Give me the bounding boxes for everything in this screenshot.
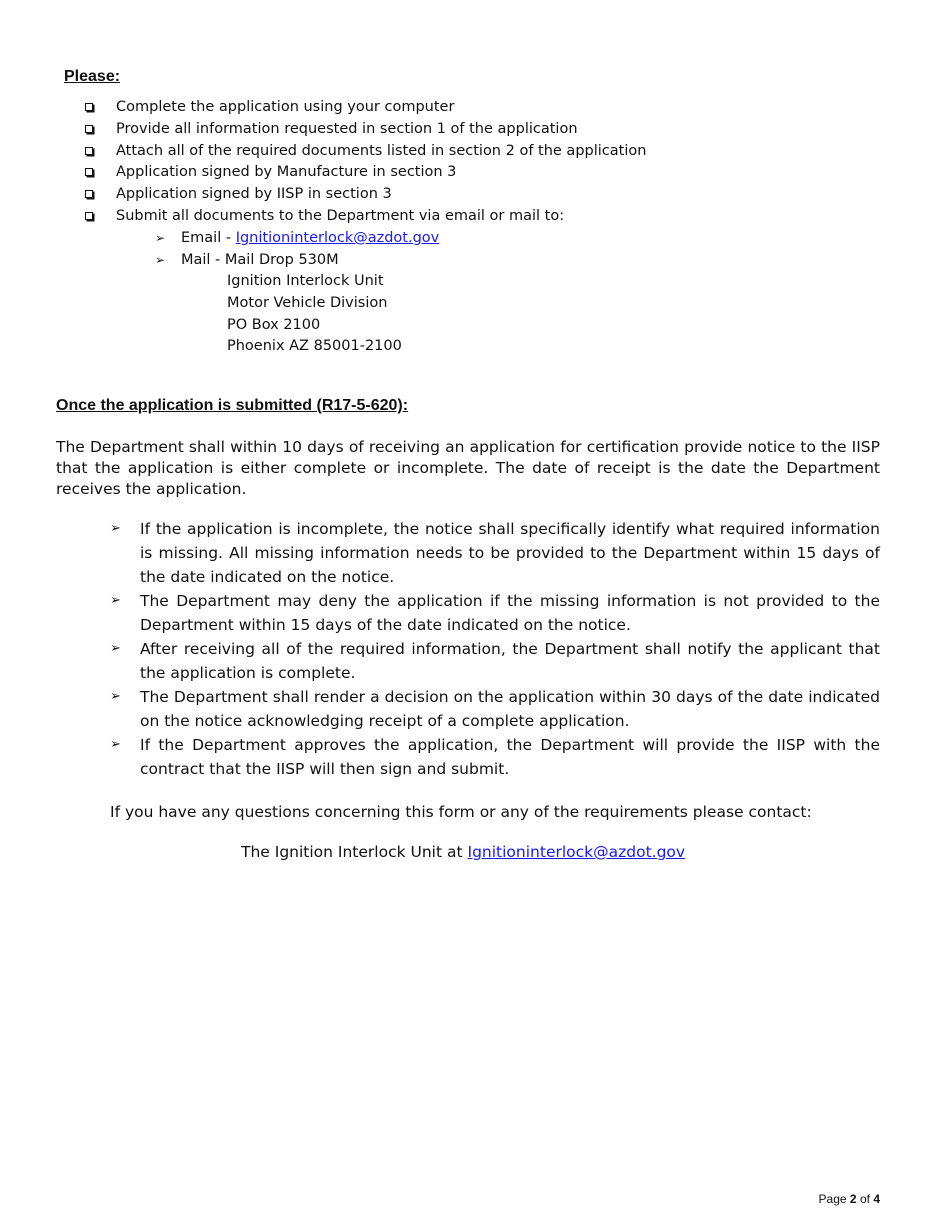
of-word: of [859,1192,870,1206]
rule-item [110,517,880,589]
checkbox-icon [85,125,93,133]
arrow-bullet-icon: ➢ [110,737,121,752]
intro-paragraph: The Department shall within 10 days of receiving an application for certification provide notice to the IISP that the application is either complete or incomplete. The date of receipt is the date the Department receives the application. [56,438,880,498]
arrow-bullet-icon: ➢ [110,521,121,536]
current-page: 2 [849,1192,857,1206]
arrow-bullet-icon: ➢ [110,593,121,608]
rules-list [110,517,880,781]
checklist-item [84,184,884,206]
address-line: PO Box 2100 [227,316,321,333]
rule-text: After receiving all of the required information, the Department shall notify the applicant that the application is complete. [140,640,880,682]
checklist [84,97,884,228]
contact-unit-prefix: The Ignition Interlock Unit at [241,843,468,861]
rule-item [110,733,880,781]
total-pages: 4 [873,1192,880,1206]
rule-text: If the Department approves the application, the Department will provide the IISP with the contract that the IISP will then sign and submit. [140,736,880,778]
checklist-item [84,141,884,163]
contact-unit [241,841,685,863]
checklist-item [84,119,884,141]
rule-item [110,685,880,733]
page-number [819,1192,880,1206]
please-heading: Please: [64,68,121,85]
checklist-item-text: Provide all information requested in section 1 of the application [116,120,578,137]
checklist-item-text: Attach all of the required documents listed in section 2 of the application [116,142,647,159]
checklist-item [84,162,884,184]
rule-text: If the application is incomplete, the notice shall specifically identify what required information is missing. All missing information needs to be provided to the Department within 15 days of the date indicated on the notice. [140,520,880,586]
checkbox-icon [85,147,93,155]
checkbox-icon [85,212,93,220]
once-submitted-heading: Once the application is submitted (R17-5-620): [56,397,409,414]
email-prefix: Email - [181,230,236,246]
rule-item [110,589,880,637]
contact-email-link[interactable]: Ignitioninterlock@azdot.gov [467,843,686,861]
contact-question: If you have any questions concerning this form or any of the requirements please contact: [110,803,812,821]
address-line: Ignition Interlock Unit [227,273,384,289]
checkbox-icon [85,190,93,198]
mailing-address [227,271,402,358]
rule-text: The Department may deny the application if the missing information is not provided to the Department within 15 days of the date indicated on the notice. [140,592,880,634]
checklist-item [84,206,884,228]
checklist-item-text: Complete the application using your computer [116,99,455,115]
arrow-bullet-icon: ➢ [110,641,121,656]
address-line: Phoenix AZ 85001-2100 [227,338,402,355]
checklist-item-text: Application signed by IISP in section 3 [116,186,392,203]
mail-label: Mail - Mail Drop 530M [181,251,339,268]
arrow-bullet-icon: ➢ [110,689,121,704]
arrow-bullet-icon: ➢ [155,231,166,245]
email-link[interactable]: Ignitioninterlock@azdot.gov [235,230,440,246]
address-line: Motor Vehicle Division [227,294,388,311]
checkbox-icon [85,103,93,111]
checklist-item [84,97,884,119]
checklist-item-text: Submit all documents to the Department via email or mail to: [116,207,565,224]
rule-item [110,637,880,685]
page-word: Page [818,1192,847,1206]
checklist-item-text: Application signed by Manufacture in section 3 [116,164,457,181]
rule-text: The Department shall render a decision on the application within 30 days of the date indicated on the notice acknowledging receipt of a complete application. [140,688,880,730]
arrow-bullet-icon: ➢ [155,252,166,267]
checkbox-icon [85,168,93,176]
